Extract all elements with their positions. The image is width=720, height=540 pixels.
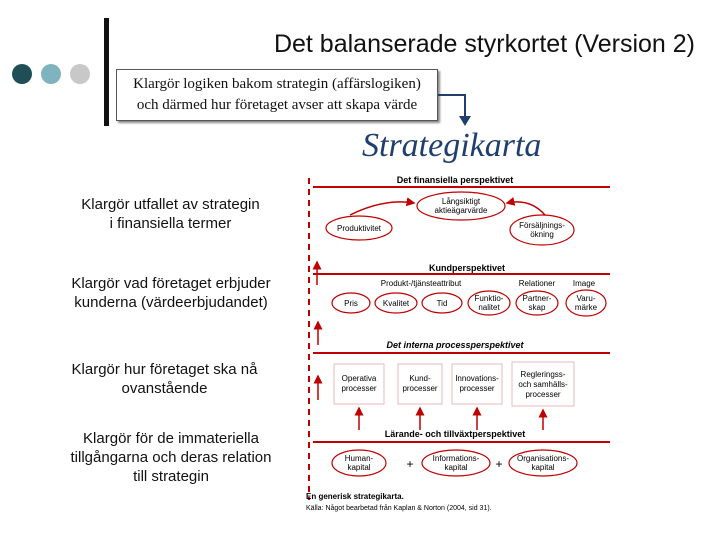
process-operative-line-2: processer: [341, 384, 377, 393]
arrow-growth-to-value: [507, 202, 545, 215]
organisation-capital-line-2: kapital: [531, 463, 555, 472]
time-label: Tid: [436, 299, 448, 308]
human-capital-line-1: Human-: [344, 454, 374, 463]
partnership-line-1: Partner-: [522, 294, 552, 303]
note-customer-line-1: Klargör vad företaget erbjuder: [71, 275, 271, 292]
customer-group-relations: Relationer: [518, 279, 556, 288]
partnership-line-2: skap: [528, 303, 546, 312]
arrow-productivity-to-value: [350, 202, 414, 215]
plus-sign-1: +: [406, 457, 414, 471]
process-innovation-line-2: processer: [459, 384, 495, 393]
shareholder-value-line-2: aktieägarvärde: [434, 206, 488, 215]
note-customer-line-2: kunderna (värdeerbjudandet): [74, 294, 268, 311]
learning-header: Lärande- och tillväxtperspektivet: [384, 429, 526, 439]
financial-header: Det finansiella perspektivet: [396, 175, 514, 185]
note-internal-line-2: ovanstående: [121, 380, 208, 397]
note-learning-line-2: tillgångarna och deras relation: [70, 449, 272, 466]
slide-title: Det balanserade styrkortet (Version 2): [273, 30, 695, 58]
information-capital-line-2: kapital: [444, 463, 468, 472]
strategy-map-title: Strategikarta: [362, 127, 542, 164]
map-caption-source: Källa: Något bearbetad från Kaplan & Norton (2004, sid 31).: [306, 505, 492, 512]
functionality-line-1: Funktio-: [474, 294, 504, 303]
price-label: Pris: [344, 299, 358, 308]
callout-line-1: Klargör logiken bakom strategin (affärslogiken): [133, 76, 421, 92]
organisation-capital-line-1: Organisations-: [516, 454, 570, 463]
map-caption-title: En generisk strategikarta.: [306, 492, 404, 501]
note-internal-line-1: Klargör hur företaget ska nå: [71, 361, 258, 378]
productivity-label: Produktivitet: [336, 224, 382, 233]
human-capital-line-2: kapital: [347, 463, 371, 472]
process-operative-line-1: Operativa: [341, 374, 377, 383]
customer-header: Kundperspektivet: [428, 263, 506, 273]
functionality-line-2: nalitet: [478, 303, 500, 312]
plus-sign-2: +: [495, 457, 503, 471]
process-regulatory-line-3: processer: [525, 390, 561, 399]
internal-header: Det interna processperspektivet: [386, 340, 524, 350]
brand-line-1: Varu-: [576, 294, 596, 303]
information-capital-line-1: Informations-: [432, 454, 480, 463]
customer-group-image: Image: [572, 279, 596, 288]
revenue-growth-line-1: Försäljnings-: [519, 221, 565, 230]
process-regulatory-line-2: och samhälls-: [518, 380, 568, 389]
customer-group-product: Produkt-/tjänsteattribut: [380, 279, 462, 288]
shareholder-value-line-1: Långsiktigt: [441, 197, 481, 206]
brand-line-2: märke: [574, 303, 598, 312]
process-customer-line-1: Kund-: [409, 374, 431, 383]
note-learning-line-1: Klargör för de immateriella: [83, 430, 259, 447]
note-financial-line-2: i finansiella termer: [109, 215, 232, 232]
quality-label: Kvalitet: [382, 299, 410, 308]
process-regulatory-line-1: Regleringss-: [520, 370, 566, 379]
callout-line-2: och därmed hur företaget avser att skapa värde: [136, 97, 418, 113]
revenue-growth-line-2: ökning: [530, 230, 554, 239]
note-financial-line-1: Klargör utfallet av strategin: [81, 196, 260, 213]
process-customer-line-2: processer: [402, 384, 438, 393]
process-innovation-line-1: Innovations-: [455, 374, 499, 383]
note-learning-line-3: till strategin: [133, 468, 209, 485]
